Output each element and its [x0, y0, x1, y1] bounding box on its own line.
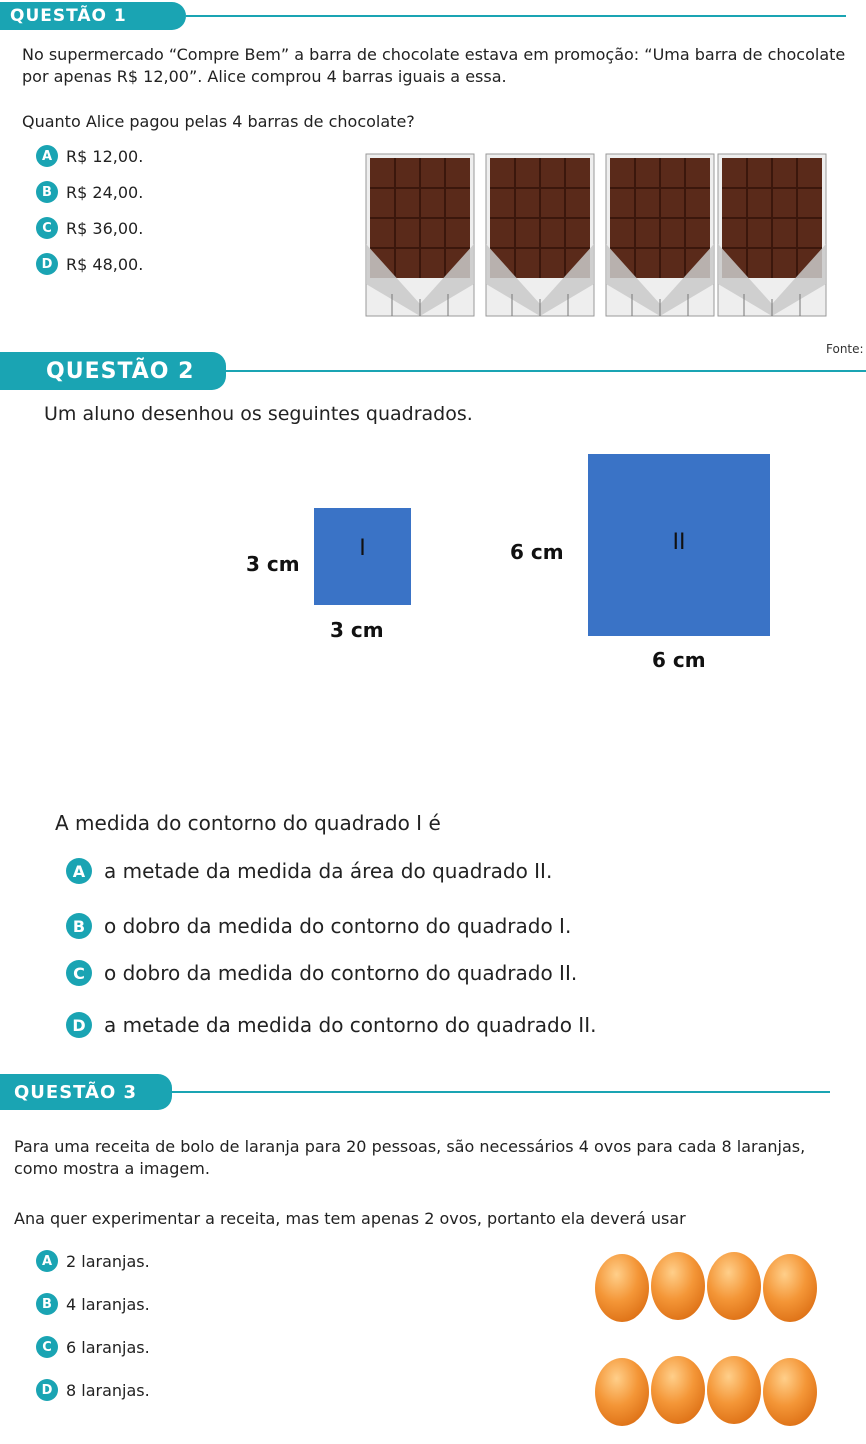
- q1-option-b[interactable]: [36, 181, 143, 203]
- option-letter: A: [36, 1250, 58, 1272]
- egg: [651, 1252, 705, 1320]
- q1-option-c[interactable]: [36, 217, 143, 239]
- option-text: 4 laranjas.: [66, 1294, 150, 1314]
- q2-option-b[interactable]: [66, 913, 571, 939]
- egg: [763, 1358, 817, 1426]
- q1-source-label: Fonte:: [826, 342, 864, 356]
- option-letter: B: [36, 1293, 58, 1315]
- option-letter: C: [36, 217, 58, 239]
- square-1: [314, 508, 411, 605]
- square-2-bottom-label: 6 cm: [652, 648, 706, 672]
- egg: [651, 1356, 705, 1424]
- q2-question: A medida do contorno do quadrado I é: [55, 811, 441, 835]
- option-text: a metade da medida da área do quadrado II.: [104, 859, 553, 883]
- q2-option-a[interactable]: [66, 858, 552, 884]
- q2-divider: [226, 370, 866, 372]
- egg: [707, 1252, 761, 1320]
- q2-text: Um aluno desenhou os seguintes quadrados.: [44, 403, 473, 425]
- q2-option-d[interactable]: [66, 1012, 596, 1038]
- option-letter: B: [36, 181, 58, 203]
- option-text: R$ 24,00.: [66, 182, 144, 202]
- q3-option-c[interactable]: [36, 1336, 150, 1358]
- option-text: o dobro da medida do contorno do quadrado I.: [104, 914, 572, 938]
- option-letter: C: [36, 1336, 58, 1358]
- egg: [763, 1254, 817, 1322]
- q1-option-d[interactable]: [36, 253, 143, 275]
- q3-badge: QUESTÃO 3: [0, 1074, 172, 1110]
- square-2-side-label: 6 cm: [510, 540, 564, 564]
- option-text: R$ 48,00.: [66, 254, 144, 274]
- chocolate-bar: [366, 154, 474, 316]
- chocolate-bars-image: [362, 150, 832, 320]
- chocolate-bar: [718, 154, 826, 316]
- square-2: [588, 454, 770, 636]
- option-text: a metade da medida do contorno do quadrado II.: [104, 1013, 597, 1037]
- q2-badge: QUESTÃO 2: [0, 352, 226, 390]
- q1-text: No supermercado “Compre Bem” a barra de chocolate estava em promoção: “Uma barra de chocolate por apenas R$ 12,00”. Alice comprou 4 barras iguais a essa.: [22, 45, 846, 86]
- q1-question: Quanto Alice pagou pelas 4 barras de chocolate?: [22, 112, 415, 131]
- q3-question: Ana quer experimentar a receita, mas tem apenas 2 ovos, portanto ela deverá usar: [14, 1209, 686, 1228]
- square-1-bottom-label: 3 cm: [330, 618, 384, 642]
- egg: [595, 1254, 649, 1322]
- q1-header: [0, 2, 846, 30]
- q2-option-c[interactable]: [66, 960, 577, 986]
- option-text: 6 laranjas.: [66, 1337, 150, 1357]
- option-letter: A: [66, 858, 92, 884]
- egg: [595, 1358, 649, 1426]
- q3-option-d[interactable]: [36, 1379, 150, 1401]
- q3-option-a[interactable]: [36, 1250, 150, 1272]
- q1-divider: [186, 15, 846, 17]
- q3-divider: [172, 1091, 830, 1093]
- egg: [707, 1356, 761, 1424]
- q1-badge: QUESTÃO 1: [0, 2, 186, 30]
- square-2-label: II: [672, 530, 686, 555]
- q3-option-b[interactable]: [36, 1293, 150, 1315]
- option-letter: C: [66, 960, 92, 986]
- option-text: 2 laranjas.: [66, 1251, 150, 1271]
- chocolate-bar: [486, 154, 594, 316]
- option-text: R$ 36,00.: [66, 218, 144, 238]
- option-text: 8 laranjas.: [66, 1380, 150, 1400]
- option-letter: A: [36, 145, 58, 167]
- q3-text: Para uma receita de bolo de laranja para 20 pessoas, são necessários 4 ovos para cada 8 laranjas, como mostra a imagem.: [14, 1137, 806, 1178]
- q3-header: [0, 1074, 830, 1110]
- eggs-image: [590, 1250, 826, 1440]
- q2-header: [0, 352, 866, 390]
- option-letter: D: [36, 1379, 58, 1401]
- chocolate-bar: [606, 154, 714, 316]
- option-text: o dobro da medida do contorno do quadrado II.: [104, 961, 578, 985]
- square-1-side-label: 3 cm: [246, 552, 300, 576]
- option-letter: B: [66, 913, 92, 939]
- option-letter: D: [66, 1012, 92, 1038]
- square-1-label: I: [359, 536, 366, 561]
- option-letter: D: [36, 253, 58, 275]
- option-text: R$ 12,00.: [66, 146, 144, 166]
- q1-option-a[interactable]: [36, 145, 143, 167]
